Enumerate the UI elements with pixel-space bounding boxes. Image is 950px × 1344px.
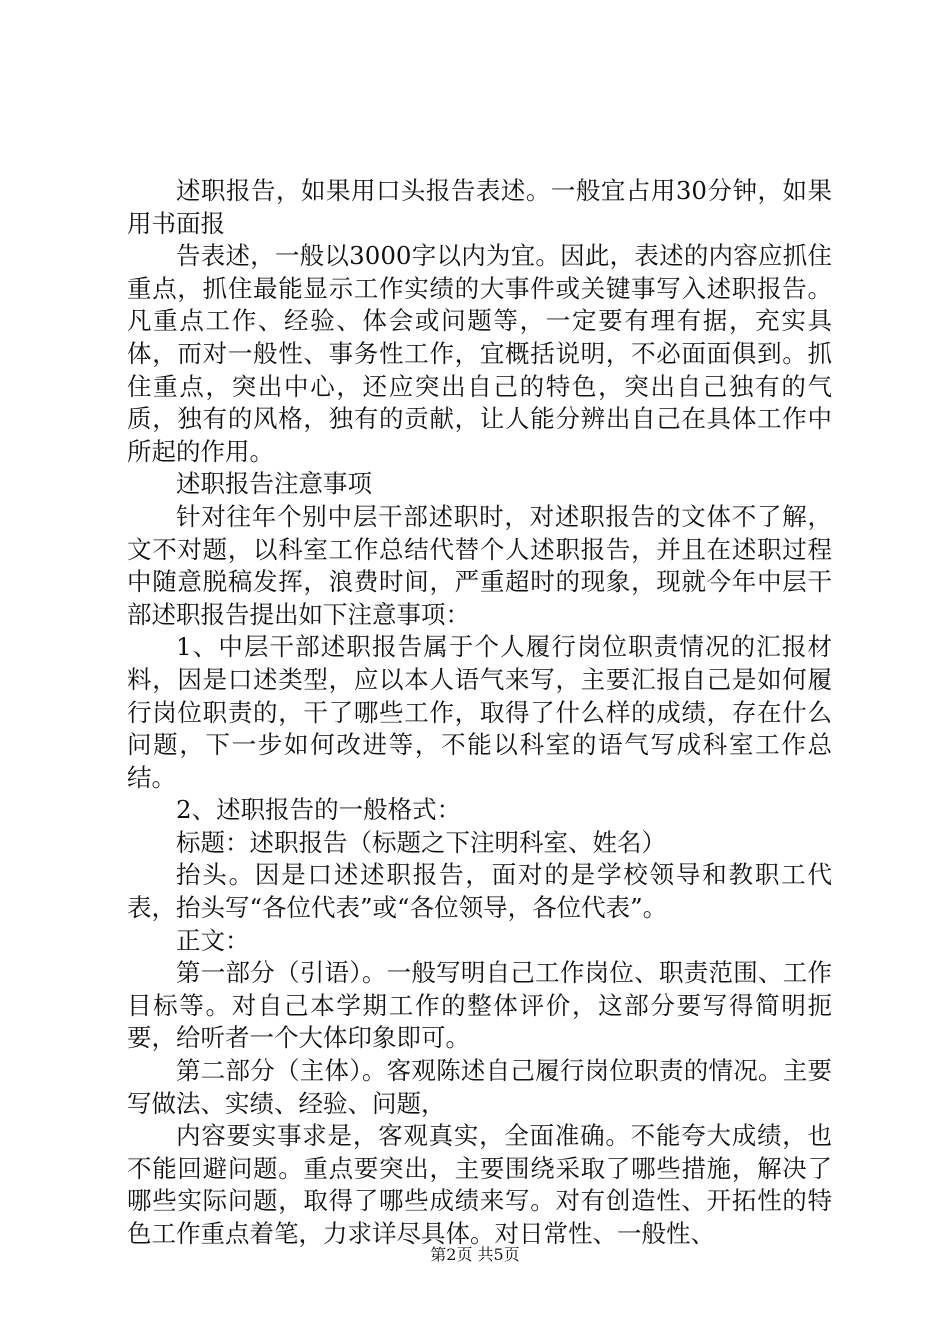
paragraph-10: 第二部分（主体）。客观陈述自己履行岗位职责的情况。主要写做法、实绩、经验、问题， bbox=[127, 1056, 832, 1118]
paragraph-11: 内容要实事求是，客观真实，全面准确。不能夸大成绩，也不能回避问题。重点要突出，主要围绕采取了哪些措施，解决了哪些实际问题，取得了哪些成绩来写。对有创造性、开拓性的特色工作重点着笔，力求详尽具体。对日常性、一般性、 bbox=[127, 1121, 832, 1248]
paragraph-8: 正文： bbox=[176, 925, 250, 955]
paragraph-2: 告表述，一般以3000字以内为宜。因此，表述的内容应抓住重点，抓住最能显示工作实绩的大事件或关键事写入述职报告。凡重点工作、经验、体会或问题等，一定要有理有据，充实具体，而对一般性、事务性工作，宜概括说明，不必面面俱到。抓住重点，突出中心，还应突出自己的特色，突出自己独有的气质，独有的风格，独有的贡献，让人能分辨出自己在具体工作中所起的作用。 bbox=[127, 241, 832, 466]
section-heading: 述职报告注意事项 bbox=[176, 469, 372, 499]
paragraph-3: 针对往年个别中层干部述职时，对述职报告的文体不了解，文不对题，以科室工作总结代替个人述职报告，并且在述职过程中随意脱稿发挥，浪费时间，严重超时的现象，现就今年中层干部述职报告提出如下注意事项： bbox=[127, 501, 832, 629]
paragraph-5: 2、述职报告的一般格式： bbox=[176, 795, 462, 825]
paragraph-4: 1、中层干部述职报告属于个人履行岗位职责情况的汇报材料，因是口述类型，应以本人语气来写，主要汇报自己是如何履行岗位职责的，干了哪些工作，取得了什么样的成绩，存在什么问题，下一步如何改进等，不能以科室的语气写成科室工作总结。 bbox=[127, 632, 832, 792]
paragraph-6: 标题：述职报告（标题之下注明科室、姓名） bbox=[176, 827, 666, 857]
paragraph-7: 抬头。因是口述述职报告，面对的是学校领导和教职工代表，抬头写“各位代表”或“各位领导，各位代表”。 bbox=[127, 860, 832, 923]
page-footer: 第2页 共5页 bbox=[430, 1245, 520, 1264]
document-body bbox=[127, 175, 832, 1251]
paragraph-1: 述职报告，如果用口头报告表述。一般宜占用30分钟，如果用书面报 bbox=[127, 176, 832, 238]
paragraph-9: 第一部分（引语）。一般写明自己工作岗位、职责范围、工作目标等。对自己本学期工作的整体评价，这部分要写得简明扼要，给听者一个大体印象即可。 bbox=[127, 958, 832, 1053]
